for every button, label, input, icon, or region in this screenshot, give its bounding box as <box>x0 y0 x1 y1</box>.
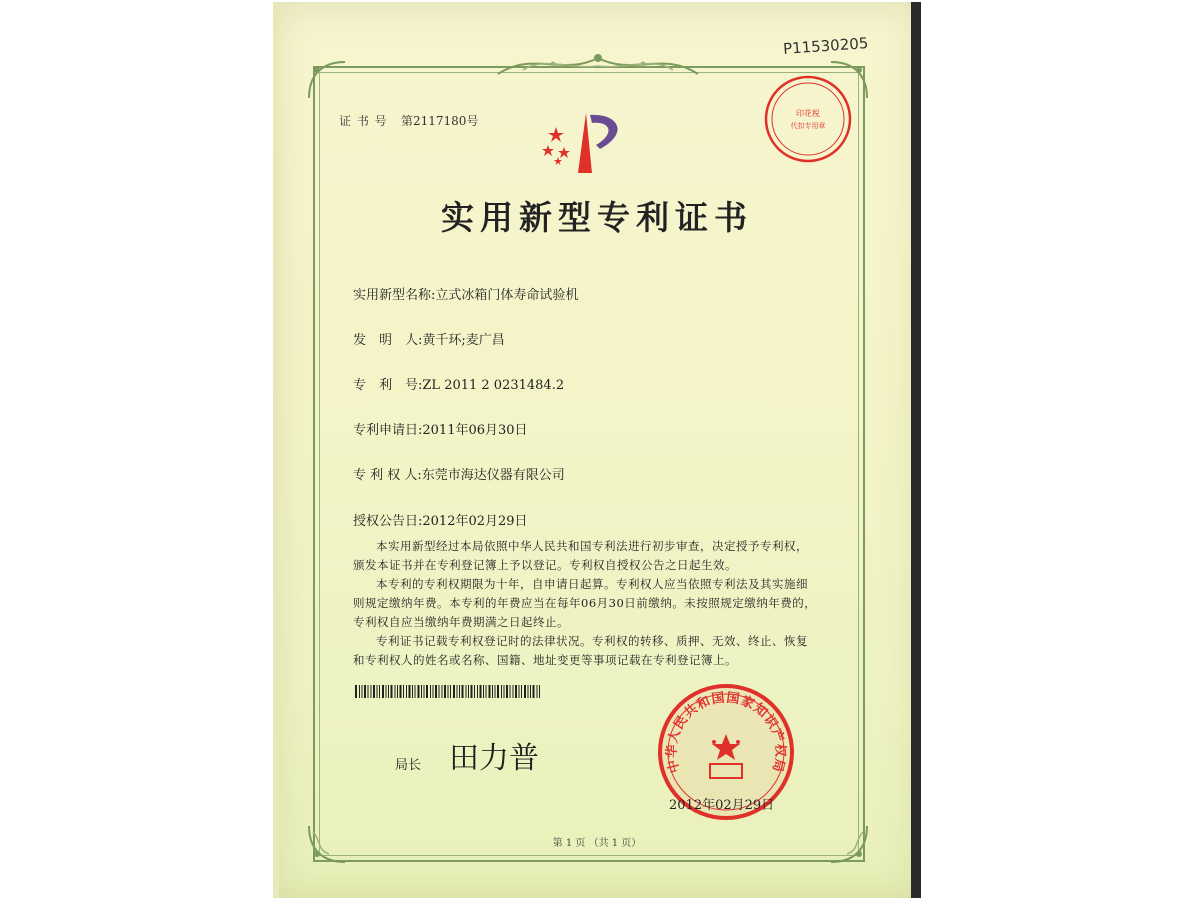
ornament-top-icon <box>493 46 703 82</box>
field-value: 黄千环;麦广昌 <box>422 333 505 348</box>
grant-date: 2012年02月29日 <box>669 798 775 813</box>
field-patentee <box>353 464 565 483</box>
field-utility-model-name <box>353 284 578 303</box>
patent-certificate <box>273 2 921 898</box>
patent-office-logo-icon <box>538 105 638 175</box>
field-value: 2012年02月29日 <box>422 514 528 529</box>
cert-number-label: 证 书 号 <box>339 114 388 128</box>
body-paragraph: 专利证书记载专利权登记时的法律状况。专利权的转移、质押、无效、终止、恢复和专利权人的姓名或名称、国籍、地址变更等事项记载在专利登记簿上。 <box>353 634 808 667</box>
cert-number-value: 第2117180号 <box>401 114 479 128</box>
field-label: 授权公告日: <box>353 514 423 529</box>
field-label: 发 明 人: <box>353 333 423 348</box>
svg-text:中华人民共和国国家知识产权局: 中华人民共和国国家知识产权局 <box>664 690 788 775</box>
director-label: 局长 <box>395 758 422 773</box>
field-label: 专 利 号: <box>353 378 423 393</box>
svg-text:印花税: 印花税 <box>796 109 820 118</box>
tax-stamp-icon <box>763 74 853 164</box>
field-value: 2011年06月30日 <box>422 423 528 438</box>
field-inventor <box>353 329 505 348</box>
body-paragraph: 本专利的专利权期限为十年，自申请日起算。专利权人应当依照专利法及其实施细则规定缴纳年费。本专利的年费应当在每年06月30日前缴纳。未按照规定缴纳年费的，专利权自应当缴纳年费期满之日起终止。 <box>353 577 817 629</box>
field-value: 立式冰箱门体寿命试验机 <box>435 288 579 303</box>
handwritten-reference: P11530205 <box>782 34 869 58</box>
field-label: 专 利 权 人: <box>353 468 422 483</box>
director-signature <box>443 732 583 782</box>
field-patent-number <box>353 374 564 393</box>
barcode-icon <box>355 685 541 698</box>
paper-left-edge <box>273 2 279 898</box>
field-grant-date <box>353 510 528 529</box>
field-value: 东莞市海达仪器有限公司 <box>421 468 565 483</box>
svg-text:代扣专用章: 代扣专用章 <box>790 122 826 130</box>
field-label: 专利申请日: <box>353 423 423 438</box>
field-value: ZL 2011 2 0231484.2 <box>422 378 565 393</box>
field-application-date <box>353 419 528 438</box>
corner-ornament-icon <box>307 60 347 100</box>
body-paragraph: 本实用新型经过本局依照中华人民共和国专利法进行初步审查，决定授予专利权，颁发本证书并在专利登记簿上予以登记。专利权自授权公告之日起生效。 <box>353 539 808 572</box>
page-title: 实用新型专利证书 <box>441 198 753 237</box>
page-footer: 第 1 页 （共 1 页） <box>552 838 642 849</box>
field-label: 实用新型名称: <box>353 288 436 303</box>
signature-text: 田力普 <box>449 741 539 776</box>
scan-dark-edge <box>911 2 921 898</box>
